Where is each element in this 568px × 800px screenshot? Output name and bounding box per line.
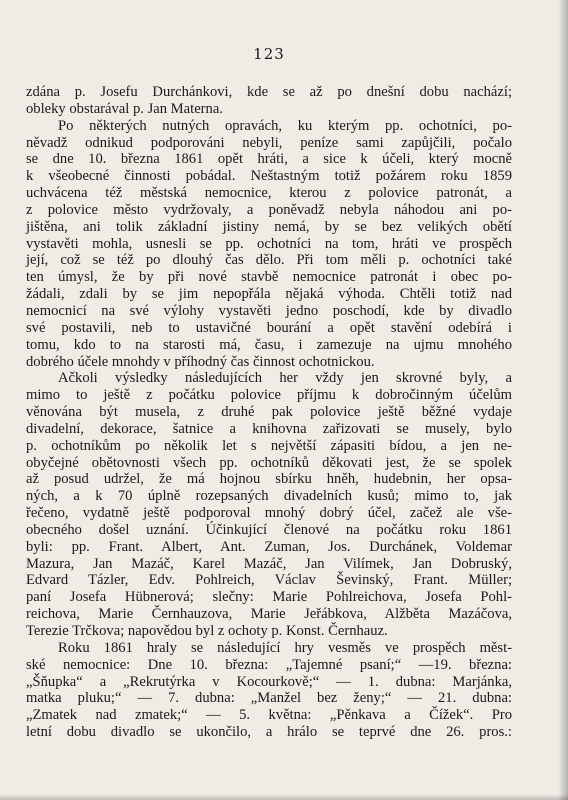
text-line: něvadž odnikud podporováni nebyli, peníze sami zapůjčili, počalo	[26, 134, 512, 151]
text-line: p. ochotníkům po několik let s největší zápasiti bídou, a jen ne-	[26, 437, 512, 454]
text-line: se dne 10. března 1861 opět hráti, a sice k účeli, který mocně	[26, 151, 512, 168]
text-line: obleky obstarával p. Jan Materna.	[26, 100, 223, 117]
text-line: vystavěti mohla, usnesli se pp. ochotníci na tom, hráti ve prospěch	[26, 235, 512, 252]
page-bottom-shadow	[0, 794, 568, 800]
text-line: mimo to ještě z počátku polovice příjmu k dobročinným účelům	[26, 387, 512, 404]
text-line: ten úmysl, že by při nové stavbě nemocnice patronát i obec po-	[26, 269, 512, 286]
text-line: letní dobu divadlo se ukončilo, a hrálo se teprvé dne 26. pros.:	[26, 724, 512, 741]
text-line: dobrého účele mnohdy v příhodný čas činnost ochotnickou.	[26, 353, 375, 370]
text-line: z polovice město vydržovaly, a poněvadž nebyla náhodou ani po-	[26, 201, 512, 218]
text-line: své postavili, neb to ustavičné bourání a opět stavění odebírá i	[26, 319, 512, 336]
text-line: žádali, zdali by se jim nepopřála nějaká výhoda. Chtěli totiž nad	[26, 286, 512, 303]
text-line: Terezie Trčkova; napovědou byl z ochoty p. Konst. Černhauz.	[26, 623, 388, 639]
text-line: až posud udržel, že má hojnou sbírku hněh, hudebnin, her opsa-	[26, 471, 512, 488]
text-line: tomu, kdo to na starosti má, času, i zamezuje na ujmu mnohého	[26, 336, 512, 353]
text-line: „Šňupka“ a „Rekrutýrka v Kocourkově;“ — 1. dubna: Marjánka,	[26, 673, 512, 690]
text-line: „Zmatek nad zmatek;“ — 5. května: „Pěnkava a Čížek“. Pro	[26, 707, 512, 724]
text-line: Po některých nutných opravách, ku kterým pp. ochotníci, po-	[58, 117, 512, 134]
text-line: reichova, Marie Černhauzova, Marie Jeřábkova, Alžběta Mazáčova,	[26, 606, 512, 623]
text-line: byli: pp. Frant. Albert, Ant. Zuman, Jos. Durchánek, Voldemar	[26, 538, 512, 555]
text-line: Ačkoli výsledky následujících her vždy jen skrovné byly, a	[58, 370, 512, 387]
text-line: jištěna, ani tolik základní jistiny nemá, by se bez velikých obětí	[26, 218, 512, 235]
text-line: řečeno, vydatně ještě podporoval mnohý dobrý účel, začež ale vše-	[26, 505, 512, 522]
text-line: obyčejné obětovnosti všech pp. ochotníků děkovati jest, že se spolek	[26, 454, 512, 471]
text-line: divadelní, dekorace, šatnice a knihovna zařizovati se musely, bylo	[26, 420, 512, 437]
text-line: paní Josefa Hübnerová; slečny: Marie Pohlreichova, Josefa Pohl-	[26, 589, 512, 606]
text-line: zdána p. Josefu Durchánkovi, kde se až po dnešní dobu nachází;	[26, 84, 512, 100]
text-line: ské nemocnice: Dne 10. března: „Tajemné psaní;“ —19. března:	[26, 656, 512, 673]
page-number: 123	[253, 45, 285, 63]
text-line: Roku 1861 hraly se následující hry vesměs ve prospěch měst-	[58, 639, 512, 656]
text-line: nemocnicí na své výlohy vystavěti jedno poschodí, kde by divadlo	[26, 302, 512, 319]
text-line: obecného došel uznání. Účinkující členové na počátku roku 1861	[26, 521, 512, 538]
text-line: věnována být musela, z druhé pak polovice ještě běžné vydaje	[26, 404, 512, 421]
text-line: její, což se též po dlouhý čas dělo. Při tom měli p. ochotníci také	[26, 252, 512, 269]
text-line: Mazura, Jan Mazáč, Karel Mazáč, Jan Vilímek, Jan Dobruský,	[26, 555, 512, 572]
text-line: Edvard Tázler, Edv. Pohlreich, Václav Ševinský, Frant. Müller;	[26, 572, 512, 589]
page-edge-shadow	[558, 0, 568, 800]
text-line: k všeobecné činnosti pobádal. Neštastným totiž požárem roku 1859	[26, 168, 512, 185]
text-line: uchvácena též městská nemocnice, kterou z polovice patronát, a	[26, 185, 512, 202]
text-line: ných, a k 70 úplně rozepsaných divadelních kusů; mimo to, jak	[26, 488, 512, 505]
text-line: matka pluku;“ — 7. dubna: „Manžel bez ženy;“ — 21. dubna:	[26, 690, 512, 707]
body-text	[26, 84, 512, 741]
